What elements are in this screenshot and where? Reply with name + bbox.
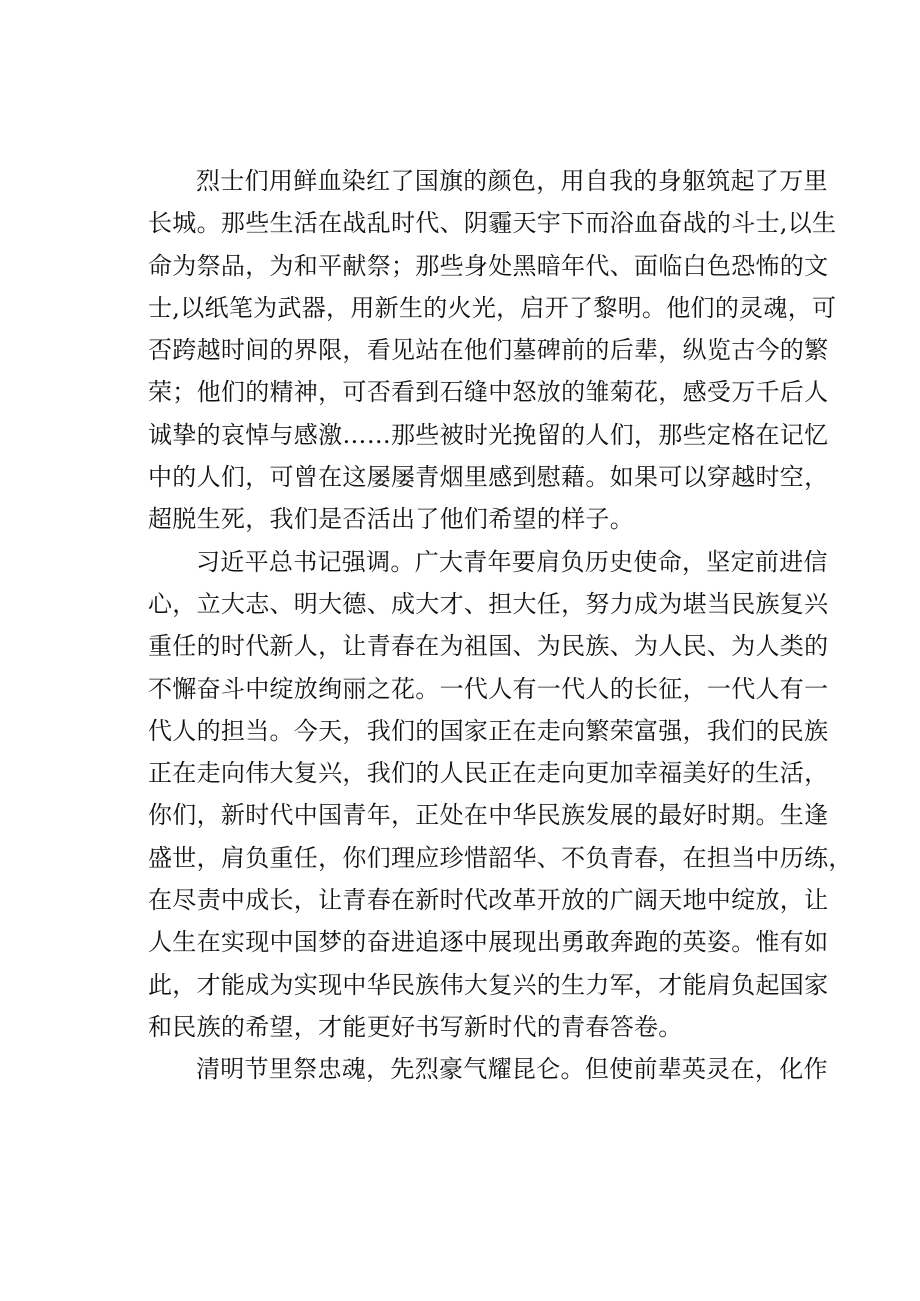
text-line: 在尽责中成长，让青春在新时代改革开放的广阔天地中绽放，让 <box>148 886 829 915</box>
paragraph-qingming <box>148 1048 828 1090</box>
text-line: 清明节里祭忠魂，先烈豪气耀昆仑。但使前辈英灵在，化作 <box>196 1055 828 1084</box>
text-line: 不懈奋斗中绽放绚丽之花。一代人有一代人的长征，一代人有一 <box>148 674 829 703</box>
text-line: 中的人们，可曾在这屡屡青烟里感到慰藉。如果可以穿越时空， <box>148 463 829 492</box>
text-line: 此，才能成为实现中华民族伟大复兴的生力军，才能肩负起国家 <box>148 970 829 999</box>
text-line: 长城。那些生活在战乱时代、阴霾天宇下而浴血奋战的斗士,以生 <box>148 209 837 238</box>
text-line: 诚挚的哀悼与感激……那些被时光挽留的人们，那些定格在记忆 <box>148 420 829 449</box>
text-line: 重任的时代新人，让青春在为祖国、为民族、为人民、为人类的 <box>148 632 829 661</box>
text-line: 超脱生死，我们是否活出了他们希望的样子。 <box>148 505 634 534</box>
text-line: 烈士们用鲜血染红了国旗的颜色，用自我的身躯筑起了万里 <box>196 167 828 195</box>
text-line: 命为祭品，为和平献祭；那些身处黑暗年代、面临白色恐怖的文 <box>148 251 829 280</box>
text-line: 人生在实现中国梦的奋进追逐中展现出勇敢奔跑的英姿。惟有如 <box>148 928 829 957</box>
text-line: 习近平总书记强调。广大青年要肩负历史使命，坚定前进信 <box>196 547 828 576</box>
text-line: 和民族的希望，才能更好书写新时代的青春答卷。 <box>148 1012 683 1041</box>
document-body <box>148 160 853 1091</box>
text-line: 心，立大志、明大德、成大才、担大任，努力成为堪当民族复兴 <box>148 589 829 618</box>
text-line: 否跨越时间的界限，看见站在他们墓碑前的后辈，纵览古今的繁 <box>148 336 829 365</box>
paragraph-martyrs <box>148 160 837 541</box>
text-line: 荣；他们的精神，可否看到石缝中怒放的雏菊花，感受万千后人 <box>148 378 829 407</box>
text-line: 士,以纸笔为武器，用新生的火光，启开了黎明。他们的灵魂，可 <box>148 293 837 322</box>
text-line: 正在走向伟大复兴，我们的人民正在走向更加幸福美好的生活， <box>148 759 829 788</box>
text-line: 代人的担当。今天，我们的国家正在走向繁荣富强，我们的民族 <box>148 716 829 745</box>
paragraph-youth-mission <box>148 541 853 1049</box>
text-line: 盛世，肩负重任，你们理应珍惜韶华、不负青春，在担当中历练， <box>148 843 853 872</box>
text-line: 你们，新时代中国青年，正处在中华民族发展的最好时期。生逢 <box>148 801 829 830</box>
